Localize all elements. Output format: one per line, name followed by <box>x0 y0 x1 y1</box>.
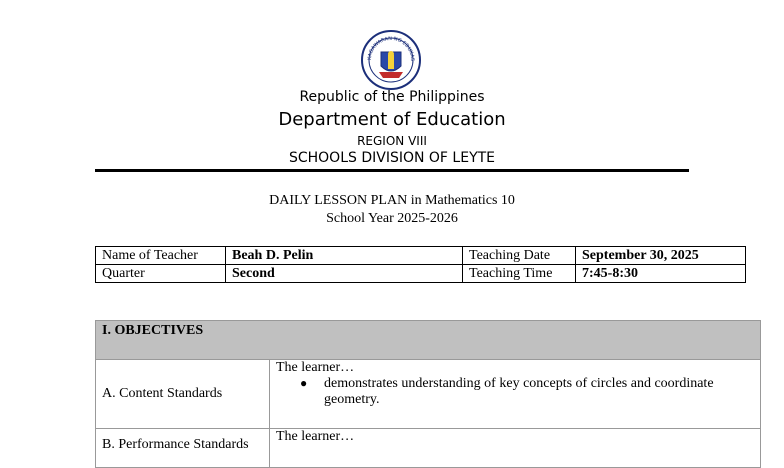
date-value: September 30, 2025 <box>576 247 746 265</box>
lesson-plan-table <box>95 320 761 468</box>
deped-seal-logo <box>361 30 421 90</box>
learner-intro: The learner… <box>276 429 355 444</box>
seal-text: KAGAWARAN NG EDUKAS <box>366 35 416 62</box>
time-value: 7:45-8:30 <box>576 265 746 283</box>
header-divider <box>95 169 689 172</box>
content-standards-label: A. Content Standards <box>96 360 270 429</box>
performance-standards-label: B. Performance Standards <box>96 429 270 468</box>
teacher-value: Beah D. Pelin <box>226 247 463 265</box>
learner-intro: The learner… <box>276 360 355 375</box>
performance-standards-body <box>270 429 761 468</box>
table-row <box>96 265 746 283</box>
region-name: REGION VIII <box>357 134 427 148</box>
date-label: Teaching Date <box>463 247 576 265</box>
table-row <box>96 321 761 360</box>
teacher-info-table <box>95 246 746 283</box>
country-name: Republic of the Philippines <box>299 89 485 105</box>
table-row <box>96 429 761 468</box>
quarter-value: Second <box>226 265 463 283</box>
department-name: Department of Education <box>278 109 506 130</box>
table-row <box>96 360 761 429</box>
lesson-plan-title: DAILY LESSON PLAN in Mathematics 10 <box>269 193 515 208</box>
bullet-icon: ● <box>300 376 308 390</box>
objectives-header: I. OBJECTIVES <box>96 321 761 360</box>
teacher-label: Name of Teacher <box>96 247 226 265</box>
list-item <box>300 376 754 408</box>
school-year: School Year 2025-2026 <box>326 211 458 226</box>
time-label: Teaching Time <box>463 265 576 283</box>
content-standards-body <box>270 360 761 429</box>
division-name: SCHOOLS DIVISION OF LEYTE <box>288 150 496 166</box>
table-row <box>96 247 746 265</box>
content-standard-text: demonstrates understanding of key concepts of circles and coordinate geometry. <box>324 376 714 407</box>
quarter-label: Quarter <box>96 265 226 283</box>
